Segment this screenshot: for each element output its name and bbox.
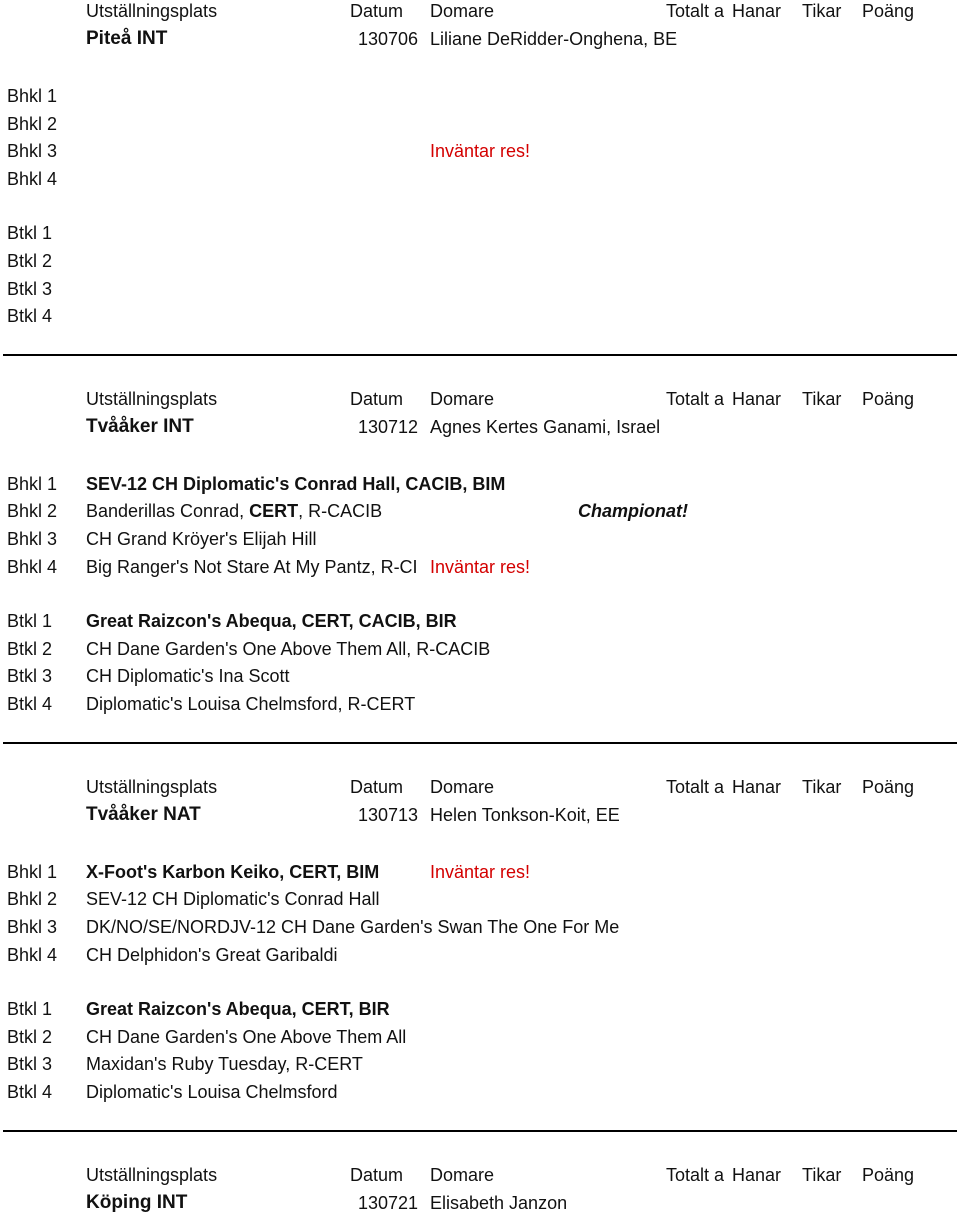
- dog-result: Great Raizcon's Abequa, CERT, CACIB, BIR: [86, 611, 457, 631]
- class-label: Btkl 1: [7, 611, 53, 631]
- dog-result: Banderillas Conrad, CERT, R-CACIB: [86, 501, 383, 521]
- class-label: Btkl 3: [7, 1054, 53, 1074]
- class-label: Bhkl 1: [7, 862, 58, 882]
- dog-result: DK/NO/SE/NORDJV-12 CH Dane Garden's Swan The One For Me: [86, 917, 620, 937]
- show-place: Tvååker INT: [86, 416, 194, 437]
- show-judge: Liliane DeRidder-Onghena, BE: [430, 29, 678, 49]
- class-label: Btkl 3: [7, 666, 53, 686]
- class-label: Btkl 4: [7, 694, 53, 714]
- class-label: Bhkl 3: [7, 141, 58, 161]
- header-date: Datum: [350, 1, 404, 21]
- show-judge: Helen Tonkson-Koit, EE: [430, 805, 620, 825]
- dog-result: CH Grand Kröyer's Elijah Hill: [86, 529, 317, 549]
- dog-result: Diplomatic's Louisa Chelmsford, R-CERT: [86, 694, 416, 714]
- class-label: Bhkl 3: [7, 529, 58, 549]
- header-males: Hanar: [732, 1165, 782, 1185]
- section-divider: [3, 354, 957, 356]
- header-judge: Domare: [430, 1, 495, 21]
- header-points: Poäng: [862, 389, 915, 409]
- class-label: Bhkl 1: [7, 474, 58, 494]
- class-label: Btkl 4: [7, 306, 53, 326]
- class-label: Btkl 3: [7, 279, 53, 299]
- show-date: 130706: [358, 29, 419, 49]
- awaiting-results-note: Inväntar res!: [430, 862, 531, 882]
- class-label: Btkl 2: [7, 639, 53, 659]
- header-females: Tikar: [802, 389, 842, 409]
- header-males: Hanar: [732, 777, 782, 797]
- show-judge: Agnes Kertes Ganami, Israel: [430, 417, 661, 437]
- show-place: Tvååker NAT: [86, 804, 201, 825]
- header-females: Tikar: [802, 1165, 842, 1185]
- header-points: Poäng: [862, 1, 915, 21]
- dog-result: SEV-12 CH Diplomatic's Conrad Hall, CACIB, BIM: [86, 474, 506, 494]
- class-label: Btkl 1: [7, 223, 53, 243]
- class-label: Bhkl 2: [7, 501, 58, 521]
- dog-result: Great Raizcon's Abequa, CERT, BIR: [86, 999, 390, 1019]
- class-label: Bhkl 2: [7, 114, 58, 134]
- class-label: Bhkl 4: [7, 945, 58, 965]
- header-judge: Domare: [430, 389, 495, 409]
- awaiting-results-note: Inväntar res!: [430, 557, 531, 577]
- header-place: Utställningsplats: [86, 1, 218, 21]
- dog-result: X-Foot's Karbon Keiko, CERT, BIM: [86, 862, 380, 882]
- show-place: Köping INT: [86, 1192, 188, 1213]
- show-place: Piteå INT: [86, 28, 168, 49]
- dog-result: SEV-12 CH Diplomatic's Conrad Hall: [86, 889, 380, 909]
- dog-result: Big Ranger's Not Stare At My Pantz, R-CI: [86, 557, 418, 577]
- header-place: Utställningsplats: [86, 777, 218, 797]
- show-date: 130721: [358, 1193, 419, 1213]
- header-total: Totalt a: [666, 1, 725, 21]
- class-label: Bhkl 3: [7, 917, 58, 937]
- header-judge: Domare: [430, 777, 495, 797]
- class-label: Btkl 1: [7, 999, 53, 1019]
- class-label: Btkl 2: [7, 1027, 53, 1047]
- dog-result: Maxidan's Ruby Tuesday, R-CERT: [86, 1054, 363, 1074]
- dog-result: CH Diplomatic's Ina Scott: [86, 666, 290, 686]
- header-females: Tikar: [802, 777, 842, 797]
- header-date: Datum: [350, 389, 404, 409]
- section-divider: [3, 742, 957, 744]
- class-label: Btkl 2: [7, 251, 53, 271]
- header-total: Totalt a: [666, 389, 725, 409]
- header-males: Hanar: [732, 1, 782, 21]
- header-points: Poäng: [862, 1165, 915, 1185]
- dog-result: CH Dane Garden's One Above Them All: [86, 1027, 407, 1047]
- header-place: Utställningsplats: [86, 389, 218, 409]
- class-label: Bhkl 4: [7, 169, 58, 189]
- class-label: Bhkl 1: [7, 86, 58, 106]
- header-judge: Domare: [430, 1165, 495, 1185]
- dog-result: Diplomatic's Louisa Chelmsford: [86, 1082, 338, 1102]
- section-divider: [3, 1130, 957, 1132]
- header-females: Tikar: [802, 1, 842, 21]
- class-label: Btkl 4: [7, 1082, 53, 1102]
- header-total: Totalt a: [666, 1165, 725, 1185]
- show-judge: Elisabeth Janzon: [430, 1193, 568, 1213]
- header-total: Totalt a: [666, 777, 725, 797]
- header-date: Datum: [350, 777, 404, 797]
- class-label: Bhkl 4: [7, 557, 58, 577]
- class-label: Bhkl 2: [7, 889, 58, 909]
- show-date: 130713: [358, 805, 419, 825]
- header-points: Poäng: [862, 777, 915, 797]
- dog-result: CH Dane Garden's One Above Them All, R-CACIB: [86, 639, 491, 659]
- awaiting-results-note: Inväntar res!: [430, 141, 531, 161]
- dog-result: CH Delphidon's Great Garibaldi: [86, 945, 338, 965]
- championat-note: Championat!: [578, 501, 688, 521]
- header-place: Utställningsplats: [86, 1165, 218, 1185]
- header-date: Datum: [350, 1165, 404, 1185]
- show-date: 130712: [358, 417, 419, 437]
- header-males: Hanar: [732, 389, 782, 409]
